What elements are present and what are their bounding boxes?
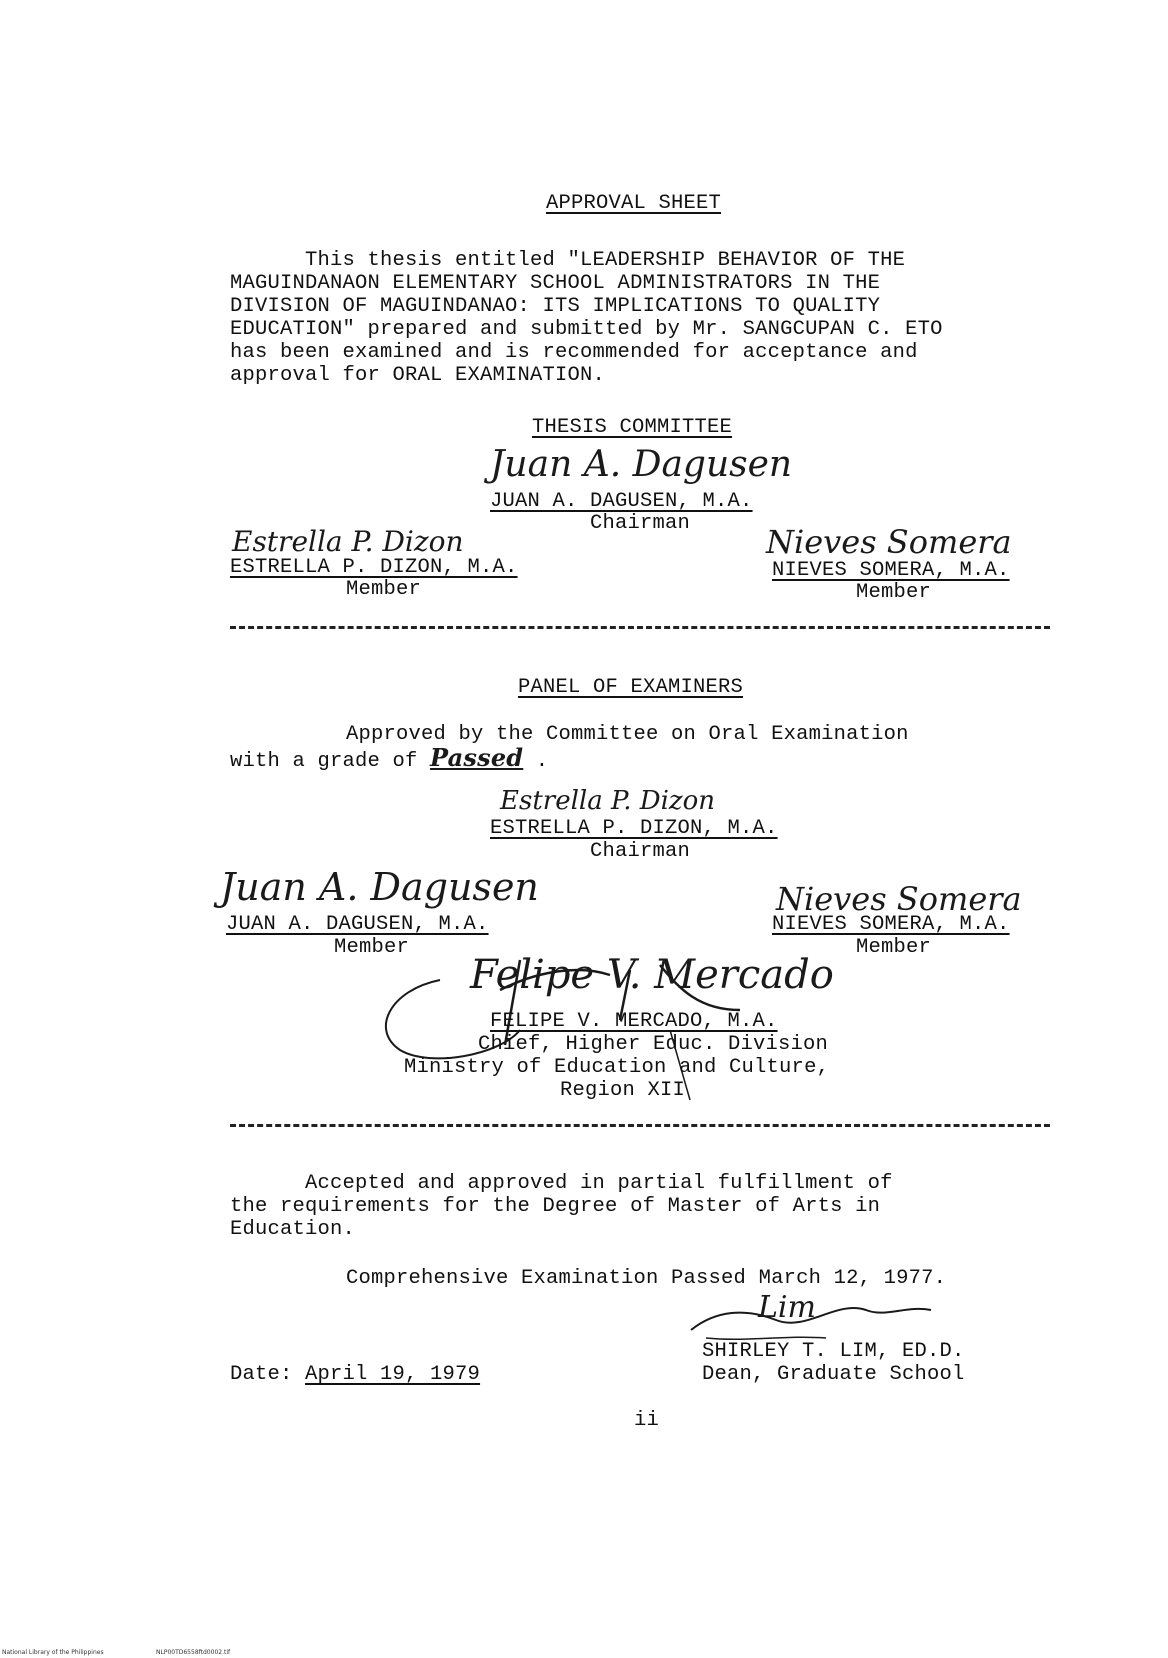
approval-para-line: MAGUINDANAON ELEMENTARY SCHOOL ADMINISTRATORS IN THE [230, 272, 881, 295]
committee-member-right-name: NIEVES SOMERA, M.A. [772, 559, 1010, 582]
panel-chairman-role: Chairman [590, 840, 691, 863]
panel-of-examiners-title: PANEL OF EXAMINERS [518, 676, 744, 699]
grade-prefix: with a grade of [230, 750, 418, 773]
date-line [230, 1363, 480, 1386]
grade-value: Passed [430, 743, 524, 772]
approval-para-line: EDUCATION" prepared and submitted by Mr. SANGCUPAN C. ETO [230, 318, 943, 341]
dean-title: Dean, Graduate School [702, 1363, 965, 1386]
panel-member-right-name: NIEVES SOMERA, M.A. [772, 913, 1010, 936]
approval-sheet-title: APPROVAL SHEET [546, 192, 722, 215]
acceptance-para-line: Education. [230, 1218, 356, 1241]
dean-signature: Lim [758, 1290, 816, 1325]
acceptance-para-line: Accepted and approved in partial fulfillment of [230, 1172, 893, 1195]
panel-bottom-name: FELIPE V. MERCADO, M.A. [490, 1010, 778, 1033]
comprehensive-exam-line: Comprehensive Examination Passed March 12, 1977. [346, 1267, 947, 1290]
acceptance-para-line: the requirements for the Degree of Master of Arts in [230, 1195, 881, 1218]
panel-member-left-name: JUAN A. DAGUSEN, M.A. [226, 913, 489, 936]
panel-bottom-signature: Felipe V. Mercado [470, 952, 834, 998]
approval-para-line: DIVISION OF MAGUINDANAO: ITS IMPLICATIONS TO QUALITY [230, 295, 881, 318]
section-divider [230, 1124, 1050, 1127]
committee-member-right-role: Member [856, 581, 932, 604]
committee-member-left-name: ESTRELLA P. DIZON, M.A. [230, 556, 518, 579]
panel-bottom-title-line: Chief, Higher Educ. Division [478, 1033, 829, 1056]
committee-chairman-name: JUAN A. DAGUSEN, M.A. [490, 490, 753, 513]
panel-chairman-signature: Estrella P. Dizon [500, 786, 715, 816]
committee-member-left-role: Member [346, 578, 422, 601]
panel-bottom-title-line: Region XII [560, 1079, 686, 1102]
panel-member-right-role: Member [856, 936, 932, 959]
footer-filename: NLP00TD6558ftd0002.tif [156, 1649, 231, 1656]
panel-grade-line [230, 743, 549, 773]
panel-member-right-signature: Nieves Somera [776, 880, 1022, 918]
panel-bottom-title-line: Ministry of Education and Culture, [404, 1056, 830, 1079]
committee-chairman-signature: Juan A. Dagusen [490, 444, 793, 485]
date-value: April 19, 1979 [305, 1363, 481, 1386]
approval-para-line: approval for ORAL EXAMINATION. [230, 364, 606, 387]
committee-chairman-role: Chairman [590, 512, 691, 535]
thesis-committee-title: THESIS COMMITTEE [532, 416, 733, 439]
section-divider [230, 626, 1050, 629]
approval-para-line: This thesis entitled "LEADERSHIP BEHAVIOR OF THE [230, 249, 906, 272]
dean-name: SHIRLEY T. LIM, ED.D. [702, 1340, 965, 1363]
panel-member-left-role: Member [334, 936, 410, 959]
date-label: Date: [230, 1363, 293, 1386]
panel-approval-line: Approved by the Committee on Oral Examination [346, 723, 909, 746]
committee-member-right-signature: Nieves Somera [766, 523, 1012, 561]
panel-member-left-signature: Juan A. Dagusen [220, 865, 539, 909]
approval-para-line: has been examined and is recommended for acceptance and [230, 341, 918, 364]
grade-suffix: . [535, 750, 549, 773]
panel-chairman-name: ESTRELLA P. DIZON, M.A. [490, 817, 778, 840]
committee-member-left-signature: Estrella P. Dizon [232, 525, 464, 558]
footer-library-credit: National Library of the Philippines [2, 1649, 104, 1656]
page-number: ii [634, 1409, 660, 1432]
